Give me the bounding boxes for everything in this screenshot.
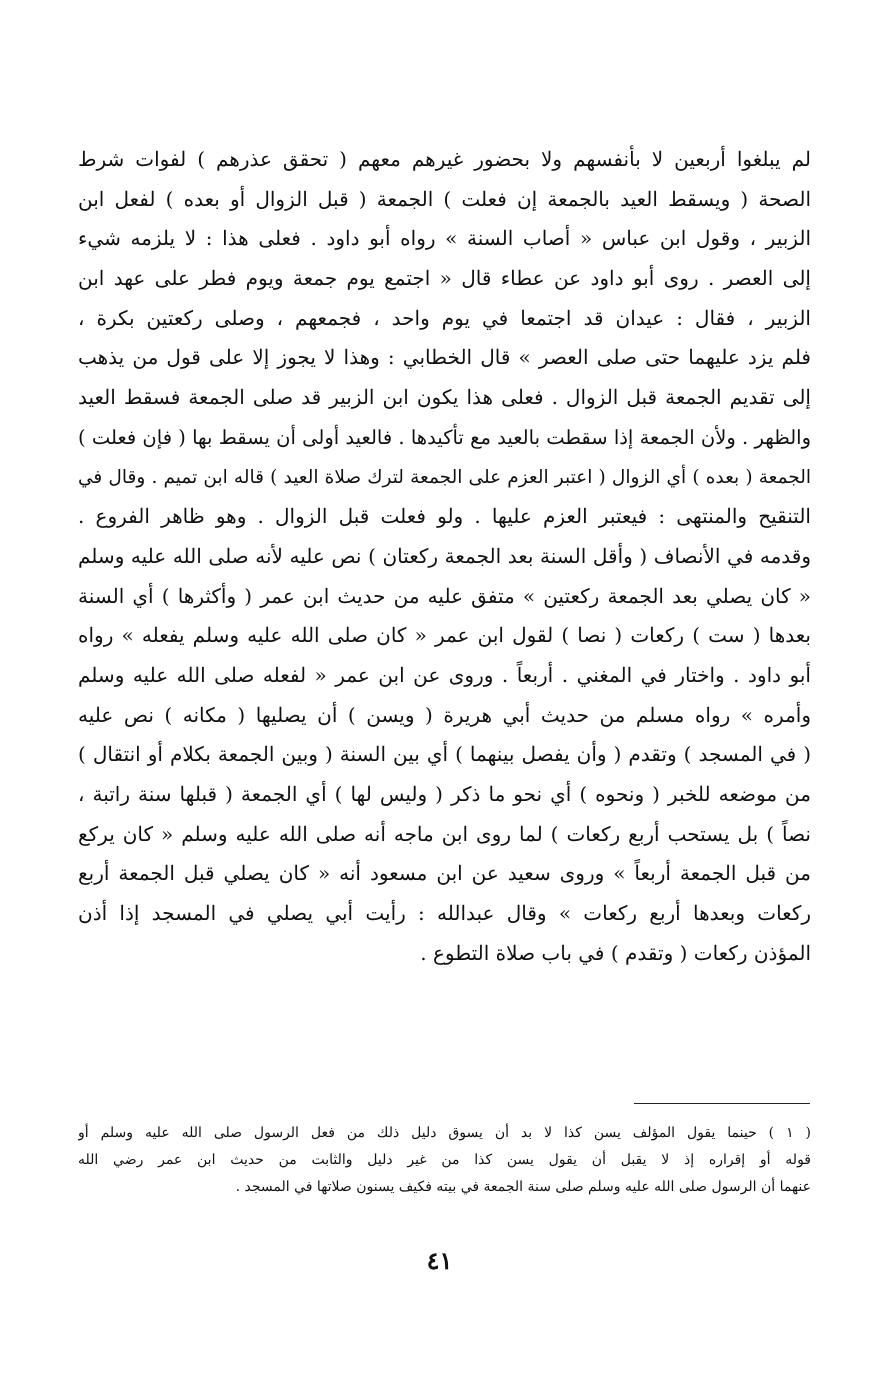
text-line: ركعات وبعدها أربع ركعات » وقال عبدالله : رأيت أبي يصلي في المسجد إذا أذن [78, 901, 811, 926]
text-line: إلى العصر . روى أبو داود عن عطاء قال « اجتمع يوم جمعة ويوم فطر على عهد ابن [78, 266, 811, 291]
text-line: نصاً ) بل يستحب أربع ركعات ) لما روى ابن ماجه أنه صلى الله عليه وسلم « كان يركع [78, 821, 811, 846]
page-number: ٤١ [426, 1246, 453, 1275]
text-line: وقدمه في الأنصاف ( وأقل السنة بعد الجمعة ركعتان ) نص عليه لأنه صلى الله عليه وسلم [78, 543, 811, 568]
text-line: « كان يصلي بعد الجمعة ركعتين » متفق عليه من حديث ابن عمر ( وأكثرها ) أي السنة [78, 583, 811, 608]
text-line: الجمعة ( بعده ) أي الزوال ( اعتبر العزم على الجمعة لترك صلاة العيد ) قاله ابن تميم . وقال في [78, 466, 811, 488]
text-line: والظهر . ولأن الجمعة إذا سقطت بالعيد مع تأكيدها . فالعيد أولى أن يسقط بها ( فإن فعلت ) [78, 425, 811, 449]
text-line: فلم يزد عليهما حتى صلى العصر » قال الخطابي : وهذا لا يجوز إلا على قول من يذهب [78, 345, 811, 370]
text-line: أبو داود . واختار في المغني . أربعاً . وروى عن ابن عمر « لفعله صلى الله عليه وسلم [78, 662, 811, 687]
text-line: إلى تقديم الجمعة قبل الزوال . فعلى هذا يكون ابن الزبير قد صلى الجمعة فسقط العيد [78, 385, 811, 410]
text-line: التنقيح والمنتهى : فيعتبر العزم عليها . ولو فعلت قبل الزوال . وهو ظاهر الفروع . [78, 504, 811, 529]
footnotes [78, 1120, 811, 1201]
text-line: وأمره » رواه مسلم من حديث أبي هريرة ( ويسن ) أن يصليها ( مكانه ) نص عليه [78, 702, 811, 727]
text-line: لم يبلغوا أربعين لا بأنفسهم ولا بحضور غيرهم معهم ( تحقق عذرهم ) لفوات شرط [78, 147, 811, 171]
main-text [78, 140, 811, 973]
footnote-line: قوله أو إقراره إذ لا يقبل أن يقول يسن كذا من غير دليل والثابت من حديث ابن عمر رضي الله [78, 1152, 811, 1168]
text-line: الزبير ، فقال : عيدان قد اجتمعا في يوم واحد ، فجمعهم ، وصلى ركعتين بكرة ، [78, 305, 811, 330]
footnote-separator [634, 1103, 810, 1104]
text-line: الزبير ، وقول ابن عباس « أصاب السنة » رواه أبو داود . فعلى هذا : لا يلزمه شيء [78, 226, 811, 251]
text-line: الصحة ( ويسقط العيد بالجمعة إن فعلت ) الجمعة ( قبل الزوال أو بعده ) لفعل ابن [78, 186, 811, 211]
text-line: من قبل الجمعة أربعاً » وروى سعيد عن ابن مسعود أنه « كان يصلي قبل الجمعة أربع [78, 861, 811, 886]
footnote-line: عنهما أن الرسول صلى الله عليه وسلم صلى سنة الجمعة في بيته فكيف يسنون صلاتها في المسجد . [235, 1179, 811, 1195]
text-line: بعدها ( ست ) ركعات ( نصا ) لقول ابن عمر « كان صلى الله عليه وسلم يفعله » رواه [78, 623, 811, 648]
text-line: ( في المسجد ) وتقدم ( وأن يفصل بينهما ) أي بين السنة ( وبين الجمعة بكلام أو انتقال ) [78, 742, 811, 767]
text-line: المؤذن ركعات ( وتقدم ) في باب صلاة التطوع . [420, 940, 811, 965]
text-line: من موضعه للخبر ( ونحوه ) أي نحو ما ذكر ( وليس لها ) أي الجمعة ( قبلها سنة راتبة ، [78, 782, 811, 806]
footnote-line: ( ١ ) حينما يقول المؤلف يسن كذا لا بد أن يسوق دليل ذلك من فعل الرسول صلى الله عليه وسلم أو [78, 1125, 811, 1141]
